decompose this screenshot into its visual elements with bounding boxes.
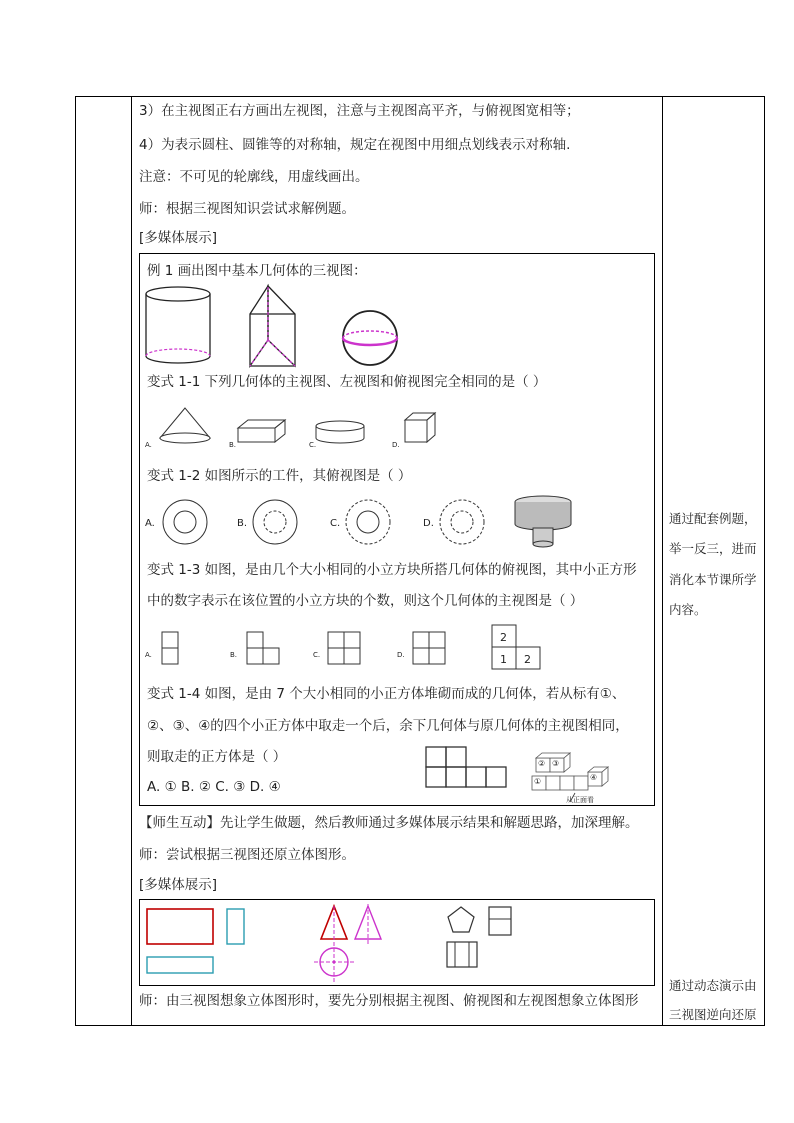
variant-1-4-options: A. ① B. ② C. ③ D. ④	[147, 779, 281, 795]
v13-option-d: D.	[397, 651, 405, 659]
variant-1-3-shapes	[140, 622, 550, 672]
v11-option-c: C.	[309, 441, 317, 449]
v13-option-c: C.	[313, 651, 321, 659]
side-note-line-1: 通过配套例题，	[669, 511, 757, 526]
top-view-number-2-right: 2	[524, 653, 531, 666]
cube-label-2: ②	[538, 759, 546, 768]
v11-option-b: B.	[229, 441, 237, 449]
v13-option-b: B.	[230, 651, 238, 659]
v11-option-a: A.	[145, 441, 152, 449]
side-note-line-4: 内容。	[669, 602, 707, 617]
table-right-border	[764, 96, 765, 1026]
variant-1-4-text-b: ②、③、④的四个小正方体中取走一个后，余下几何体与原几何体的主视图相同，	[147, 718, 629, 734]
step-4-text: 4）为表示圆柱、圆锥等的对称轴，规定在视图中用细点划线表示对称轴.	[139, 137, 571, 153]
v13-option-a: A.	[145, 651, 152, 659]
example-1-title: 例 1 画出图中基本几何体的三视图：	[147, 263, 367, 279]
front-view-label: 从正面看	[566, 796, 594, 804]
side-note-line-2: 举一反三，进而	[669, 541, 757, 556]
imagine-solid-text: 师：由三视图想象立体图形时，要先分别根据主视图、俯视图和左视图想象立体图形	[139, 993, 639, 1009]
table-left-border	[75, 96, 76, 1026]
variant-1-4-text-c: 则取走的正方体是（ ）	[147, 749, 287, 765]
top-view-number-2-top: 2	[500, 631, 507, 644]
table-top-border	[75, 96, 764, 97]
variant-1-3-text-b: 中的数字表示在该位置的小立方块的个数，则这个几何体的主视图是（ ）	[147, 593, 584, 609]
v12-option-c: C.	[330, 518, 341, 529]
three-views-shapes	[140, 900, 654, 985]
variant-1-4-text-a: 变式 1-4 如图，是由 7 个大小相同的小正方体堆砌而成的几何体，若从标有①、	[147, 686, 626, 702]
top-view-number-1: 1	[500, 653, 507, 666]
cube-label-3: ③	[552, 759, 560, 768]
table-col-divider-1	[131, 96, 132, 1026]
variant-1-2-shapes	[140, 494, 560, 554]
variant-1-2-text: 变式 1-2 如图所示的工件，其俯视图是（ ）	[147, 468, 412, 484]
interaction-text: 【师生互动】先让学生做题，然后教师通过多媒体展示结果和解题思路，加深理解。	[139, 815, 639, 831]
side-note-line-6: 三视图逆向还原	[669, 1007, 757, 1022]
v11-option-d: D.	[392, 441, 400, 449]
example-1-shapes	[140, 280, 410, 370]
side-note-line-5: 通过动态演示由	[669, 978, 757, 993]
table-bottom-border	[75, 1025, 764, 1026]
v12-option-d: D.	[423, 518, 434, 529]
variant-1-1-text: 变式 1-1 下列几何体的主视图、左视图和俯视图完全相同的是（ ）	[147, 374, 547, 390]
teacher-text: 师：根据三视图知识尝试求解例题。	[139, 201, 355, 217]
v12-option-a: A.	[145, 518, 155, 529]
side-note-line-3: 消化本节课所学	[669, 572, 757, 587]
variant-1-1-shapes	[150, 404, 460, 449]
v12-option-b: B.	[237, 518, 248, 529]
step-3-text: 3）在主视图正右方画出左视图，注意与主视图高平齐，与俯视图宽相等；	[139, 103, 580, 119]
media-label: [多媒体展示]	[139, 230, 218, 246]
cube-label-4: ④	[590, 773, 598, 782]
variant-1-3-text-a: 变式 1-3 如图，是由几个大小相同的小立方块所搭几何体的俯视图，其中小正方形	[147, 562, 637, 578]
media-label-2: [多媒体展示]	[139, 877, 218, 893]
table-col-divider-2	[662, 96, 663, 1026]
try-restore-text: 师：尝试根据三视图还原立体图形。	[139, 847, 355, 863]
note-text: 注意：不可见的轮廓线，用虚线画出。	[139, 169, 369, 185]
cube-label-1: ①	[534, 777, 542, 786]
